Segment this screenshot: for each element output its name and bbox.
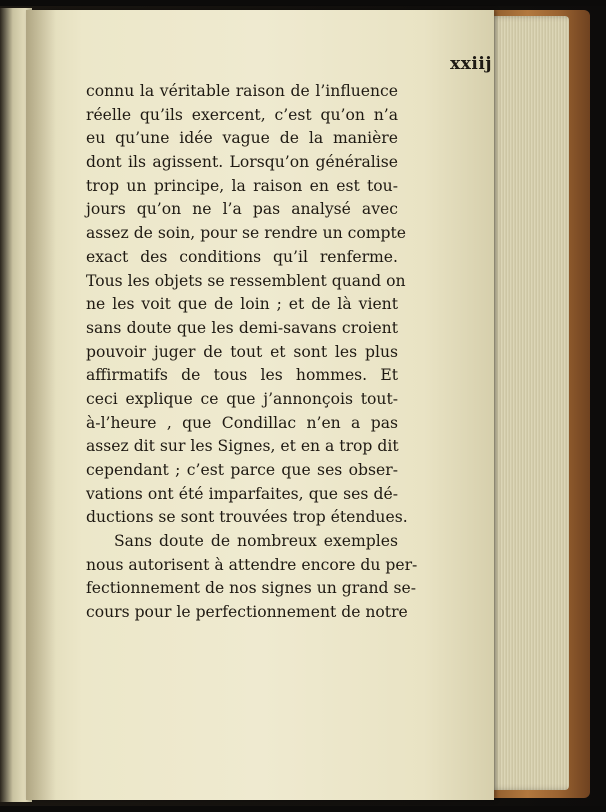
- text-line: nous autorisent à attendre encore du per-: [86, 555, 418, 574]
- text-line: exact des conditions qu’il renferme.: [86, 247, 398, 266]
- text-line: dont ils agissent. Lorsqu’on généralise: [86, 153, 398, 172]
- text-line: cours pour le perfectionnement de notre: [86, 603, 408, 622]
- text-line: ceci explique ce que j’annonçois tout-: [86, 389, 398, 408]
- text-line: cependant ; c’est parce que ses obser-: [86, 461, 398, 479]
- text-line: trop un principe, la raison en est tou-: [86, 176, 398, 195]
- text-line: ne les voit que de loin ; et de là vient: [86, 295, 398, 314]
- text-line: fectionnement de nos signes un grand se-: [86, 579, 416, 598]
- text-line: Tous les objets se ressemblent quand on: [86, 271, 406, 290]
- page-number: xxiij: [450, 54, 492, 74]
- text-line: assez de soin, pour se rendre un compte: [86, 224, 406, 243]
- page-gutter-shadow: [26, 10, 56, 800]
- text-line: pouvoir juger de tout et sont les plus: [86, 342, 398, 361]
- text-line: affirmatifs de tous les hommes. Et: [86, 366, 398, 385]
- text-line: assez dit sur les Signes, et en a trop dit: [86, 437, 399, 456]
- text-line: réelle qu’ils exercent, c’est qu’on n’a: [86, 105, 398, 124]
- text-line: Sans doute de nombreux exemples: [114, 532, 398, 551]
- page-block-edges: [489, 16, 569, 790]
- text-line: ductions se sont trouvées trop étendues.: [86, 508, 408, 527]
- text-line: jours qu’on ne l’a pas analysé avec: [86, 200, 398, 219]
- text-line: eu qu’une idée vague de la manière: [86, 129, 398, 148]
- text-line: à-l’heure , que Condillac n’en a pas: [86, 413, 398, 432]
- text-line: vations ont été imparfaites, que ses dé-: [86, 484, 398, 503]
- text-line: sans doute que les demi-savans croient: [86, 318, 398, 337]
- text-line: connu la véritable raison de l’influence: [86, 82, 398, 100]
- page-text: [86, 80, 418, 625]
